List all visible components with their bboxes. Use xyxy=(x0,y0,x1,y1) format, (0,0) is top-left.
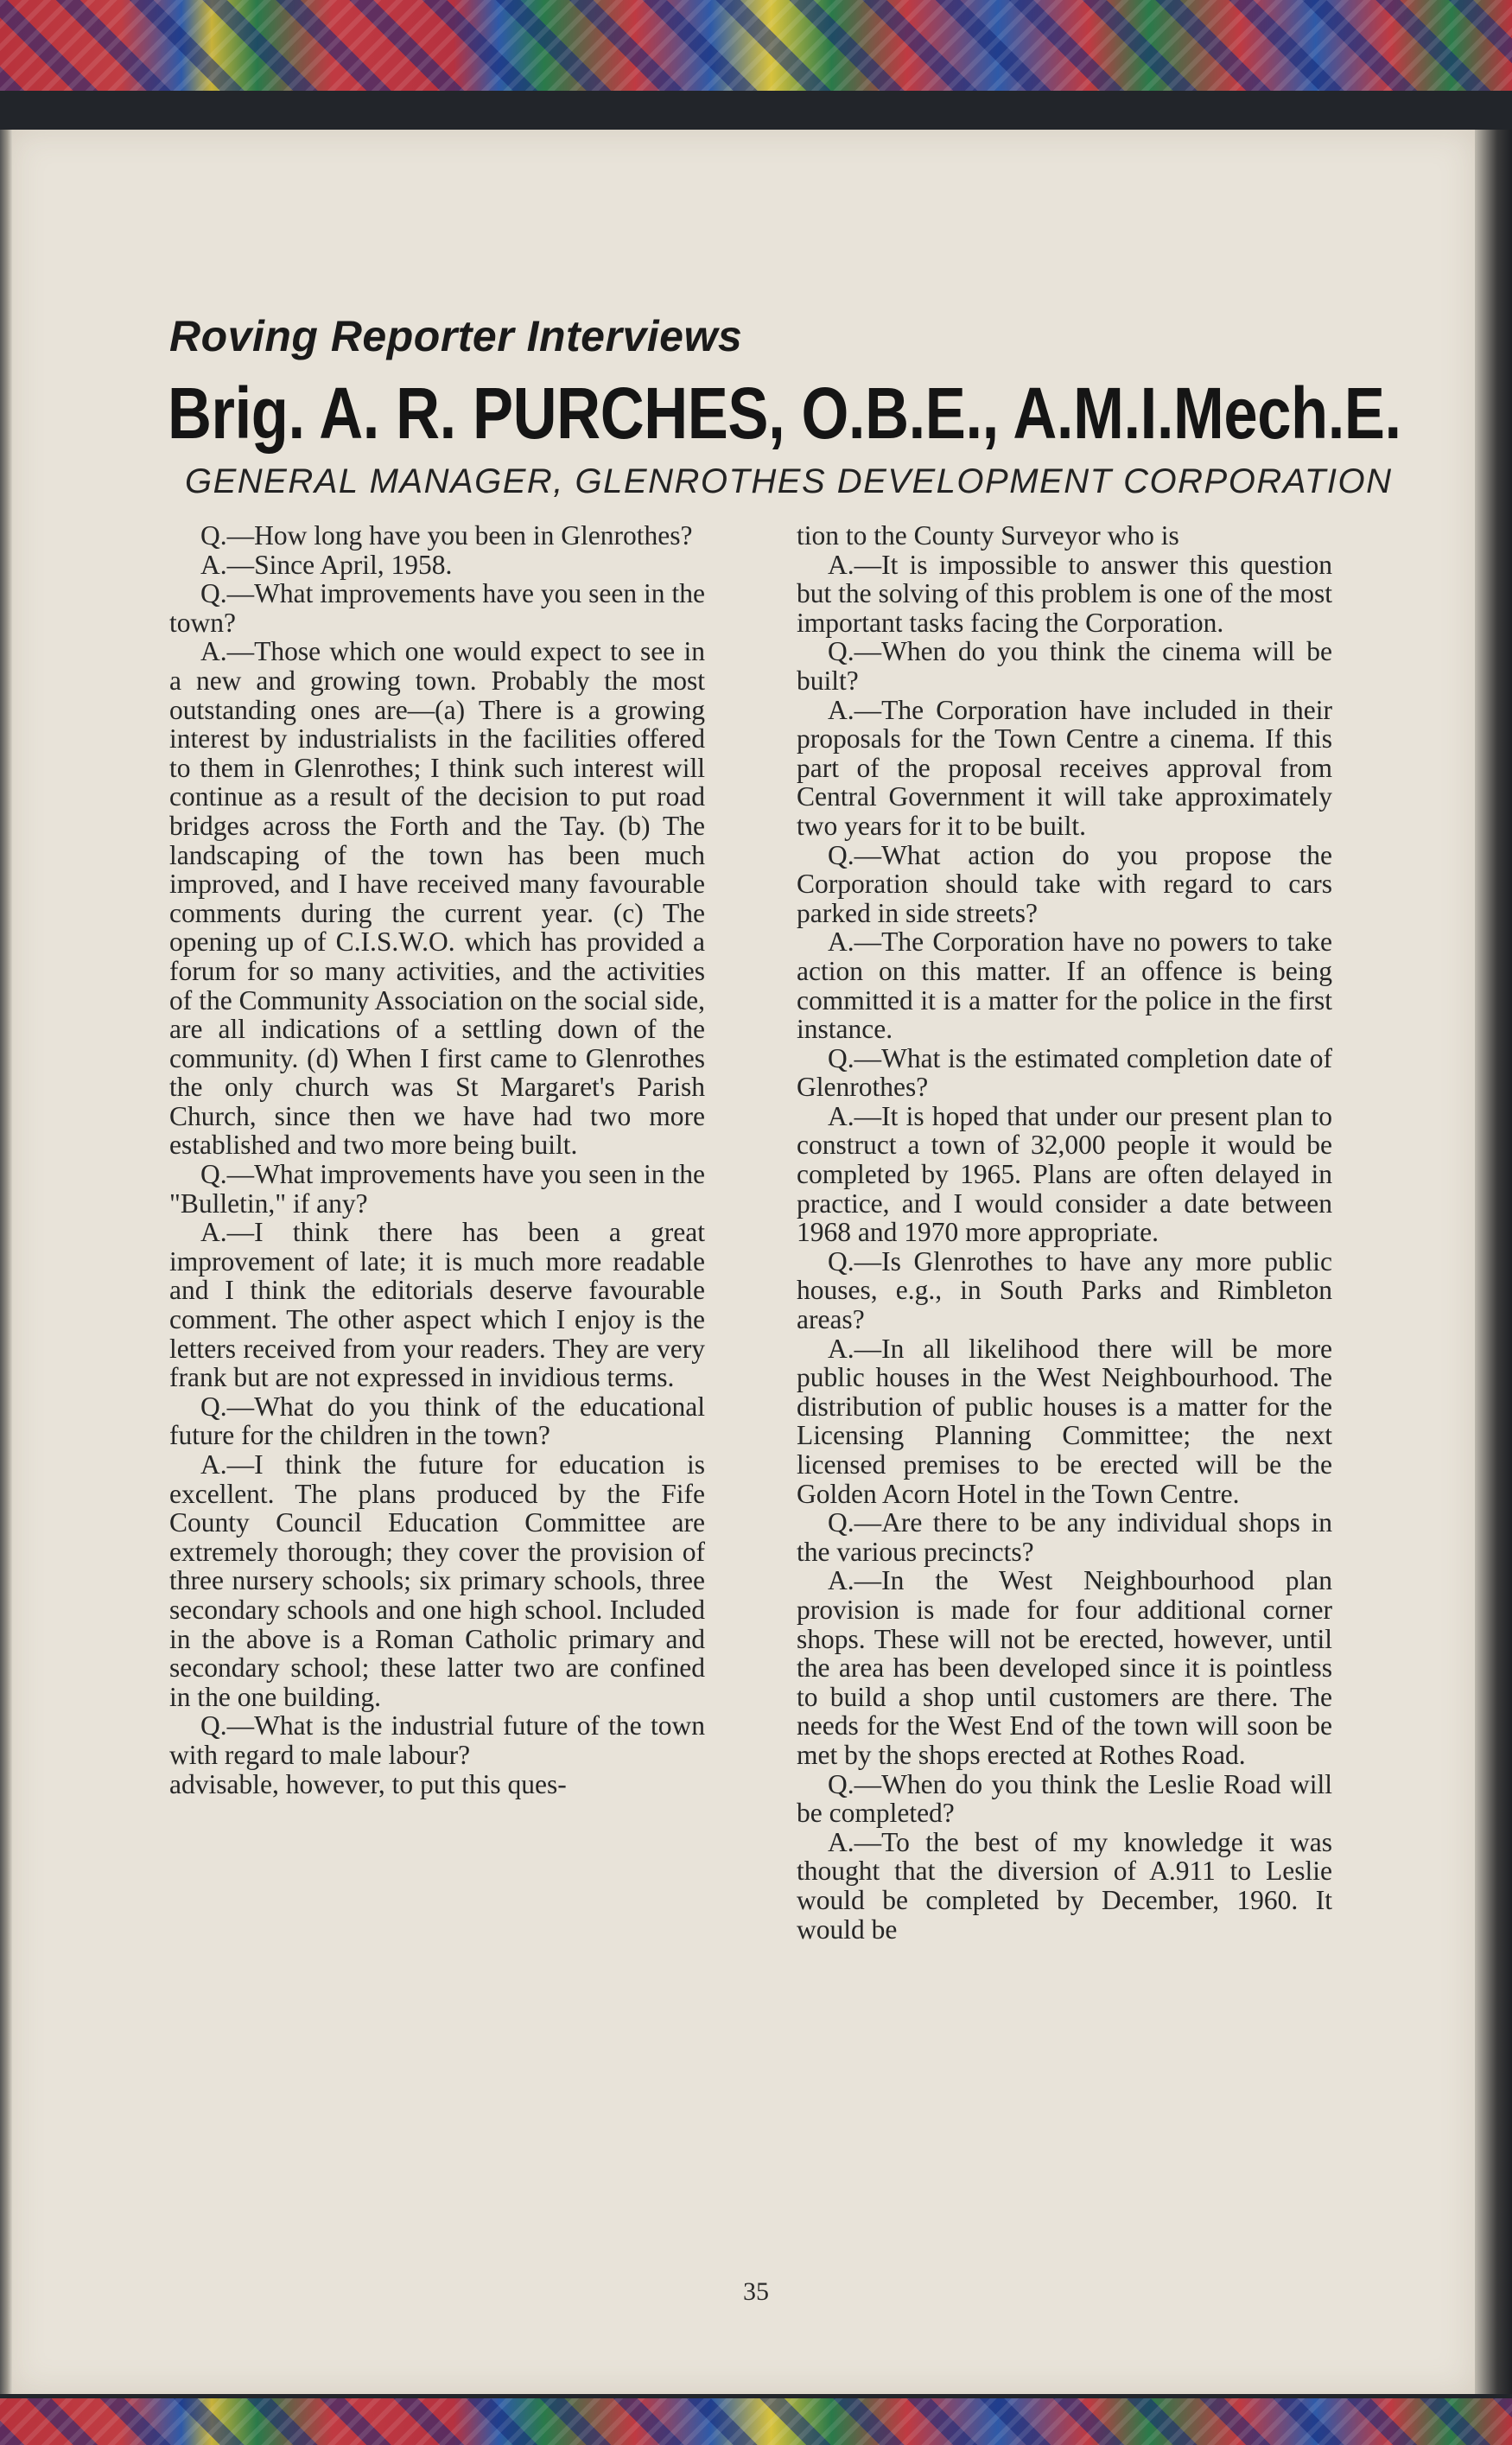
left-column xyxy=(169,521,705,1799)
paragraph: Q.—What do you think of the educational future for the children in the town? xyxy=(169,1391,705,1451)
paragraph: Q.—How long have you been in Glenrothes? xyxy=(200,520,693,551)
paragraph: Q.—When do you think the Leslie Road will be completed? xyxy=(797,1768,1332,1829)
right-column xyxy=(797,521,1332,1944)
paragraph: Q.—What is the industrial future of the town with regard to male labour? xyxy=(169,1710,705,1770)
paragraph: A.—In the West Neighbourhood plan provision is made for four additional corner shops. These will not be erected, however, until the area has been developed since it is pointless to build a shop until customers are there. The needs for the West End of the town will soon be met by the shops erected at Rothes Road. xyxy=(797,1565,1332,1770)
paragraph: A.—Since April, 1958. xyxy=(200,549,453,580)
paragraph: Q.—What is the estimated completion date of Glenrothes? xyxy=(797,1042,1332,1103)
article-subtitle: GENERAL MANAGER, GLENROTHES DEVELOPMENT CORPORATION xyxy=(185,462,1393,500)
paragraph: A.—In all likelihood there will be more public houses in the West Neighbourhood. The distribution of public houses is a matter for the Licensing Planning Committee; the next licensed premises to be erected will be the Golden Acorn Hotel in the Town Centre. xyxy=(797,1333,1332,1509)
paragraph: Q.—When do you think the cinema will be built? xyxy=(797,636,1332,696)
paragraph: tion to the County Surveyor who is xyxy=(797,520,1179,551)
paragraph: Q.—Is Glenrothes to have any more public houses, e.g., in South Parks and Rimbleton areas? xyxy=(797,1245,1332,1335)
paragraph: A.—To the best of my knowledge it was thought that the diversion of A.911 to Leslie would be completed by December, 1960. It would be xyxy=(797,1826,1332,1945)
page-spine xyxy=(0,130,12,2394)
paragraph: A.—The Corporation have no powers to take action on this matter. If an offence is being committed it is a matter for the police in the first instance. xyxy=(797,926,1332,1045)
paragraph: A.—The Corporation have included in their proposals for the Town Centre a cinema. If this part of the proposal receives approval from Central Government it will take approximately two years for it to be built. xyxy=(797,694,1332,841)
paragraph: A.—I think the future for education is excellent. The plans produced by the Fife County Council Education Committee are extremely thorough; they cover the provision of three nursery schools; six primary schools, three secondary schools and one high school. Included in the above is a Roman Catholic primary and secondary school; these latter two are confined in the one building. xyxy=(169,1449,705,1712)
paragraph: Q.—What action do you propose the Corporation should take with regard to cars parked in side streets? xyxy=(797,839,1332,928)
tartan-cover-top xyxy=(0,0,1512,91)
paragraph: Q.—What improvements have you seen in the town? xyxy=(169,578,705,638)
tartan-cover-bottom xyxy=(0,2398,1512,2445)
paragraph: A.—It is impossible to answer this question but the solving of this problem is one of the most important tasks facing the Corporation. xyxy=(797,549,1332,638)
page-number: 35 xyxy=(743,2277,769,2306)
article-kicker: Roving Reporter Interviews xyxy=(169,312,743,360)
paragraph: Q.—Are there to be any individual shops in the various precincts? xyxy=(797,1507,1332,1567)
paragraph: A.—Those which one would expect to see in a new and growing town. Probably the most outstanding ones are—(a) There is a growing interest by industrialists in the facilities offered to them in Glenrothes; I think such interest will continue as a result of the decision to put road bridges across the Forth and the Tay. (b) The landscaping of the town has been much improved, and I have received many favourable comments during the current year. (c) The opening up of C.I.S.W.O. which has provided a forum for so many activities, and the activities of the Community Association on the social side, are all indications of a settling down of the community. (d) When I first came to Glenrothes the only church was St Margaret's Parish Church, since then we have had two more established and two more being built. xyxy=(169,636,705,1161)
page-edge xyxy=(1475,130,1512,2394)
paragraph: A.—It is hoped that under our present plan to construct a town of 32,000 people it would be completed by 1965. Plans are often delayed in practice, and I would consider a date between 1968 and 1970 more appropriate. xyxy=(797,1100,1332,1248)
article-title: Brig. A. R. PURCHES, O.B.E., A.M.I.Mech.E. xyxy=(168,372,1401,454)
paragraph: A.—I think there has been a great improvement of late; it is much more readable and I think the editorials deserve favourable comment. The other aspect which I enjoy is the letters received from your readers. They are very frank but are not expressed in invidious terms. xyxy=(169,1217,705,1393)
paragraph: advisable, however, to put this ques- xyxy=(169,1768,567,1799)
paragraph: Q.—What improvements have you seen in the "Bulletin," if any? xyxy=(169,1159,705,1219)
